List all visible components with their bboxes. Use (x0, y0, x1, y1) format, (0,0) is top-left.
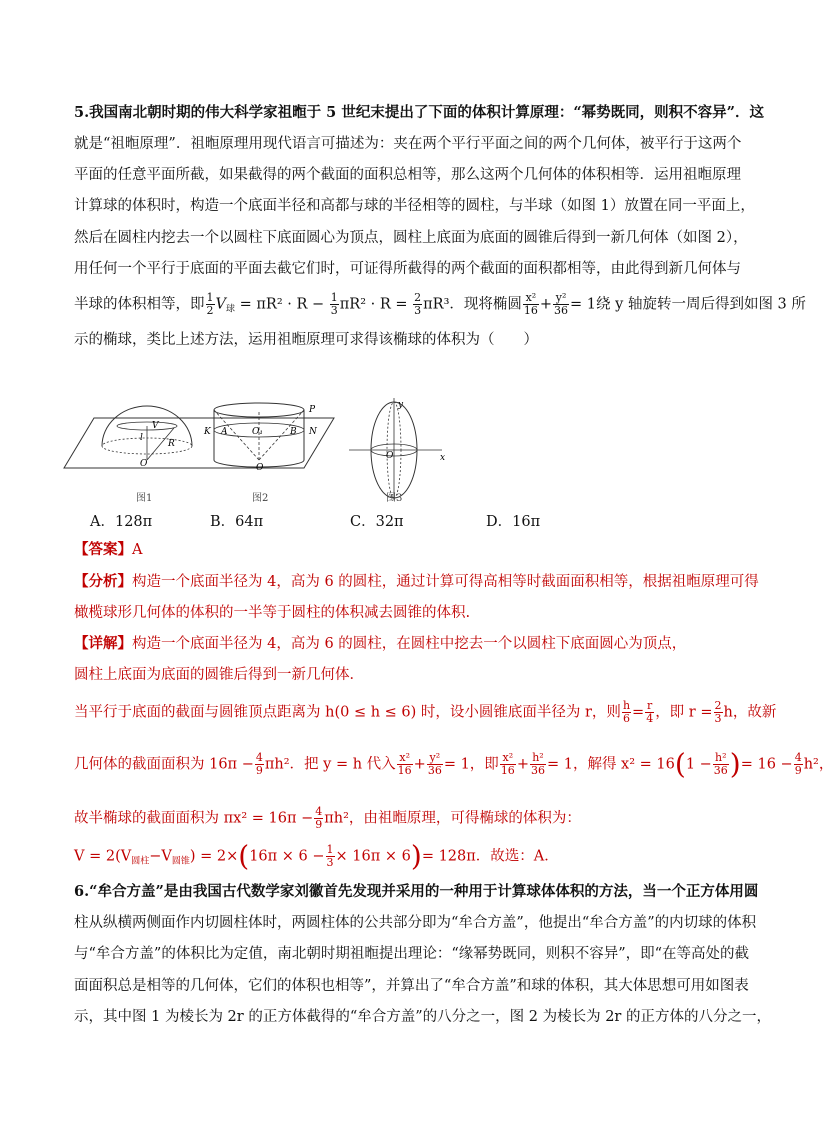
q6-line-4: 面面积总是相等的几何体，它们的体积也相等”，并算出了“牟合方盖”和球的体积，其大体思想可用如图表 (74, 978, 749, 994)
q5-line-6: 用任何一个平行于底面的平面去截它们时，可证得所截得的两个截面的面积都相等，由此得到新几何体与 (74, 261, 741, 277)
analysis-line-1: 【分析】构造一个底面半径为 4，高为 6 的圆柱，通过计算可得高相等时截面面积相等，根据祖暅原理可得 (74, 573, 759, 590)
label-O: O (140, 459, 148, 469)
label-y: y (398, 400, 404, 410)
analysis-label: 【分析】 (74, 573, 132, 590)
hemisphere-figure (102, 406, 192, 469)
choice-a[interactable]: A．128π (90, 514, 153, 530)
fig3-caption: 图3 (386, 493, 403, 504)
choice-d[interactable]: D．16π (486, 514, 541, 530)
q5-line-1: 5.我国南北朝时期的伟大科学家祖暅于 5 世纪末提出了下面的体积计算原理：“幂势既同，则积不容异”．这 (74, 104, 764, 121)
q5-line-4: 计算球的体积时，构造一个底面半径和高都与球的半径相等的圆柱，与半球（如图 1）放置在同一平面上， (74, 198, 755, 214)
label-K: K (204, 427, 211, 437)
choice-b[interactable]: B．64π (210, 514, 264, 530)
label-O-2: O (256, 463, 264, 473)
ellipsoid-figure (349, 398, 445, 500)
geometry-figures (64, 398, 464, 503)
fig1-caption: 图1 (136, 493, 153, 504)
q6-line-2: 柱从纵横两侧面作内切圆柱体时，两圆柱体的公共部分即为“牟合方盖”，他提出“牟合方盖”的内切球的体积 (74, 915, 757, 931)
label-V: V (152, 421, 159, 431)
fig2-caption: 图2 (252, 493, 269, 504)
analysis-line-2: 橄榄球形几何体的体积的一半等于圆柱的体积减去圆锥的体积. (74, 605, 471, 621)
label-l: l (140, 433, 143, 443)
q5-line-3: 平面的任意平面所截，如果截得的两个截面的面积总相等，那么这两个几何体的体积相等．运用祖暅原理 (74, 167, 741, 183)
choice-c[interactable]: C．32π (350, 514, 404, 530)
detail-label: 【详解】 (74, 635, 132, 652)
q5-line-5: 然后在圆柱内挖去一个以圆柱下底面圆心为顶点，圆柱上底面为底面的圆锥后得到一新几何体（如图 2）， (74, 230, 748, 246)
label-A: A (221, 427, 228, 437)
detail-line-1: 【详解】构造一个底面半径为 4，高为 6 的圆柱，在圆柱中挖去一个以圆柱下底面圆心为顶点， (74, 635, 687, 652)
label-N: N (309, 427, 317, 437)
label-O1: O₁ (252, 427, 263, 437)
q5-line-8: 示的椭球，类比上述方法，运用祖暅原理可求得该椭球的体积为（ ） (74, 332, 538, 348)
label-R: R (168, 439, 175, 449)
detail-line-5: 故半椭球的截面面积为 πx² = 16π − $\frac{4}{9}$ πh²，由祖暅原理，可得椭球的体积为： (74, 805, 581, 831)
q6-line-5: 示，其中图 1 为棱长为 2r 的正方体截得的“牟合方盖”的八分之一，图 2 为棱长为 2r 的正方体的八分之一， (74, 1009, 771, 1025)
answer-value: A (132, 542, 143, 558)
detail-line-3: 当平行于底面的截面与圆锥顶点距离为 h(0 ≤ h ≤ 6) 时，设小圆锥底面半径为 r，则 $\frac{h}{6}$ = $\frac{r}{4}$ ，即 r = $\frac{2}{3}$ h，故新 (74, 699, 777, 725)
label-B: B (290, 427, 297, 437)
q6-line-3: 与“牟合方盖”的体积比为定值，南北朝时期祖暅提出理论：“缘幂势既同，则积不容异”，即“在等高处的截 (74, 946, 750, 962)
q5-line-7: 半球的体积相等，即 $\frac{1}{2}$ $V_球 = \pi R^2 \cdot R$ − $\frac{1}{3}$ πR² · R = $\frac{2}{3}$ πR³．现将椭圆 $\frac{\text{x²}}{16}$ + $\frac{\text{y²}}{36}$ = 1绕 y 轴旋转一周后得到如图 3 所 (74, 291, 806, 317)
answer-line (74, 540, 724, 560)
detail-line-2: 圆柱上底面为底面的圆锥后得到一新几何体． (74, 667, 364, 683)
answer-label: 【答案】 (74, 541, 132, 558)
label-x: x (440, 453, 446, 463)
q5-line-2: 就是“祖暅原理”．祖暅原理用现代语言可描述为：夹在两个平行平面之间的两个几何体，被平行于这两个 (74, 136, 742, 152)
detail-line-4: 几何体的截面面积为 16π − $\frac{4}{9}$ πh²．把 y = h 代入 $\frac{\text{x²}}{16}$ + $\frac{\text{y²}}{36}$ = 1，即 $\frac{\text{x²}}{16}$ + $\frac{\text{h²}}{36}$ = 1，解得 x² = 16(1 − $\frac{\text{h²}}{36}$ )= 16 − $\frac{4}{9}$ h²， (74, 747, 833, 781)
label-P: P (309, 405, 316, 415)
label-O-3: O (386, 451, 394, 461)
detail-line-6: $V = 2(V_{圆柱}-V_{圆锥}) = 2\times(16\pi \times 6$ − $\frac{1}{3}$ × 16π × 6)= 128π．故选：A． (74, 839, 559, 873)
cylinder-figure (203, 403, 318, 473)
q6-line-1: 6.“牟合方盖”是由我国古代数学家刘徽首先发现并采用的一种用于计算球体体积的方法，当一个正方体用圆 (74, 883, 759, 900)
